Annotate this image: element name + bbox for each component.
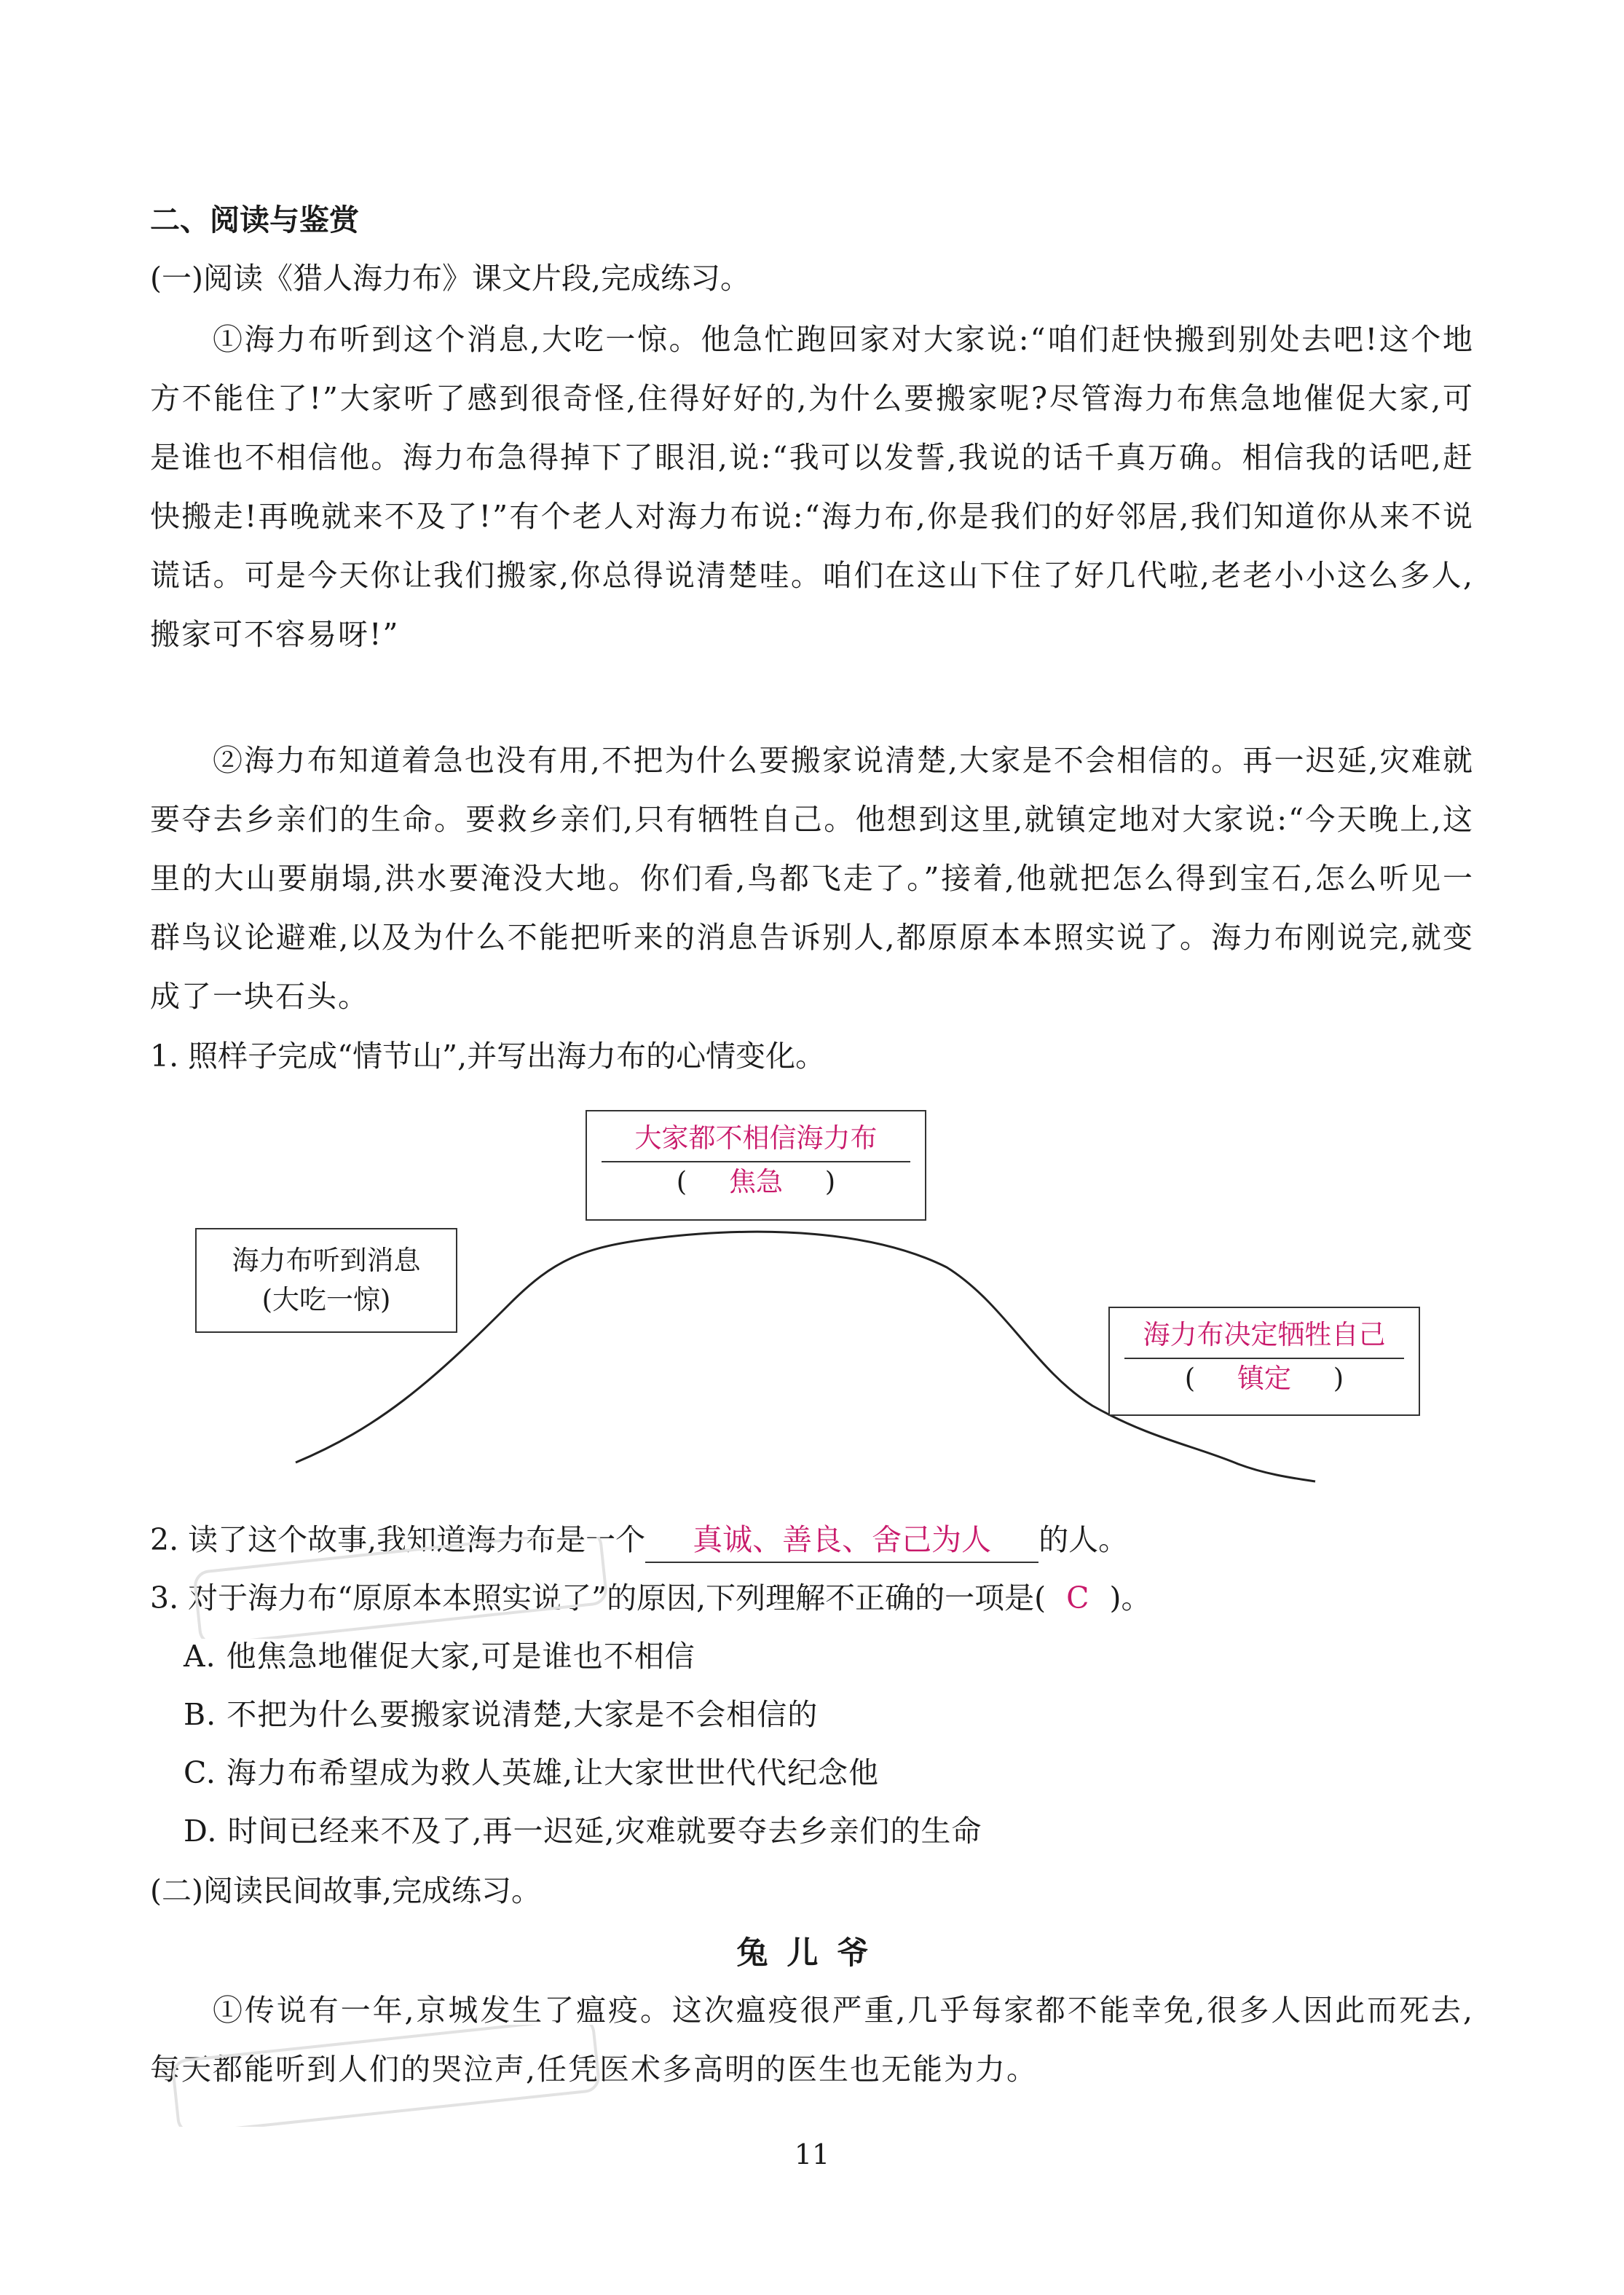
plot-box-climax bbox=[586, 1110, 926, 1221]
part2-intro: (二)阅读民间故事,完成练习。 bbox=[150, 1873, 542, 1908]
section-heading: 二、阅读与鉴赏 bbox=[150, 202, 359, 237]
question-3-answer: C bbox=[1066, 1580, 1089, 1615]
question-3-suffix: )。 bbox=[1109, 1580, 1151, 1615]
page-number: 11 bbox=[794, 2138, 830, 2170]
plot-box-end-event: 海力布决定牺牲自己 bbox=[1124, 1315, 1404, 1359]
part1-paragraph-2: ②海力布知道着急也没有用,不把为什么要搬家说清楚,大家是不会相信的。再一迟延,灾难就要夺去乡亲们的生命。要救乡亲们,只有牺牲自己。他想到这里,就镇定地对大家说:“今天晚上,这里的大山要崩塌,洪水要淹没大地。你们看,鸟都飞走了。”接着,他就把怎么得到宝石,怎么听见一群鸟议论避难,以及为什么不能把听来的消息告诉别人,都原原本本照实说了。海力布刚说完,就变成了一块石头。 bbox=[150, 743, 1474, 1014]
part2-paragraph-1: ①传说有一年,京城发生了瘟疫。这次瘟疫很严重,几乎每家都不能幸免,很多人因此而死去,每天都能听到人们的哭泣声,任凭医术多高明的医生也无能为力。 bbox=[150, 1993, 1474, 2087]
plot-box-end bbox=[1108, 1307, 1420, 1416]
story-title: 兔儿爷 bbox=[736, 1935, 888, 1972]
plot-box-start-mood: (大吃一惊) bbox=[261, 1284, 391, 1315]
watermark-mark bbox=[189, 1537, 626, 1639]
plot-box-climax-mood-row bbox=[587, 1162, 925, 1202]
option-d: D. 时间已经来不及了,再一迟延,灾难就要夺去乡亲们的生命 bbox=[184, 1814, 982, 1849]
plot-box-climax-event: 大家都不相信海力布 bbox=[602, 1119, 910, 1162]
option-b: B. 不把为什么要搬家说清楚,大家是不会相信的 bbox=[184, 1697, 819, 1732]
plot-box-start-event: 海力布听到消息 bbox=[232, 1245, 421, 1276]
paren-open: ( bbox=[1184, 1363, 1196, 1394]
question-2-answer: 真诚、善良、舍己为人 bbox=[645, 1518, 1038, 1563]
part1-paragraph-1: ①海力布听到这个消息,大吃一惊。他急忙跑回家对大家说:“咱们赶快搬到别处去吧!这个地方不能住了!”大家听了感到很奇怪,住得好好的,为什么要搬家呢?尽管海力布焦急地催促大家,可是谁也不相信他。海力布急得掉下了眼泪,说:“我可以发誓,我说的话千真万确。相信我的话吧,赶快搬走!再晚就来不及了!”有个老人对海力布说:“海力布,你是我们的好邻居,我们知道你从来不说谎话。可是今天你让我们搬家,你总得说清楚哇。咱们在这山下住了好几代啦,老老小小这么多人,搬家可不容易呀!” bbox=[150, 322, 1474, 652]
paren-close: ) bbox=[1333, 1363, 1344, 1394]
question-2-suffix: 的人。 bbox=[1038, 1522, 1129, 1557]
question-1: 1. 照样子完成“情节山”,并写出海力布的心情变化。 bbox=[150, 1039, 826, 1074]
question-2-prefix: 2. 读了这个故事,我知道海力布是一个 bbox=[150, 1522, 646, 1557]
paren-open: ( bbox=[676, 1166, 687, 1197]
question-3-prefix: 3. 对于海力布“原原本本照实说了”的原因,下列理解不正确的一项是( bbox=[150, 1580, 1046, 1615]
plot-box-end-mood: 镇定 bbox=[1237, 1363, 1291, 1394]
option-c: C. 海力布希望成为救人英雄,让大家世世代代纪念他 bbox=[184, 1755, 880, 1790]
option-a: A. 他焦急地催促大家,可是谁也不相信 bbox=[184, 1639, 695, 1674]
plot-box-end-mood-row bbox=[1110, 1359, 1419, 1398]
plot-box-start bbox=[195, 1228, 457, 1333]
plot-box-climax-mood: 焦急 bbox=[729, 1166, 783, 1197]
paren-close: ) bbox=[824, 1166, 836, 1197]
watermark-mark bbox=[167, 2025, 619, 2127]
part1-intro: (一)阅读《猎人海力布》课文片段,完成练习。 bbox=[150, 261, 751, 296]
